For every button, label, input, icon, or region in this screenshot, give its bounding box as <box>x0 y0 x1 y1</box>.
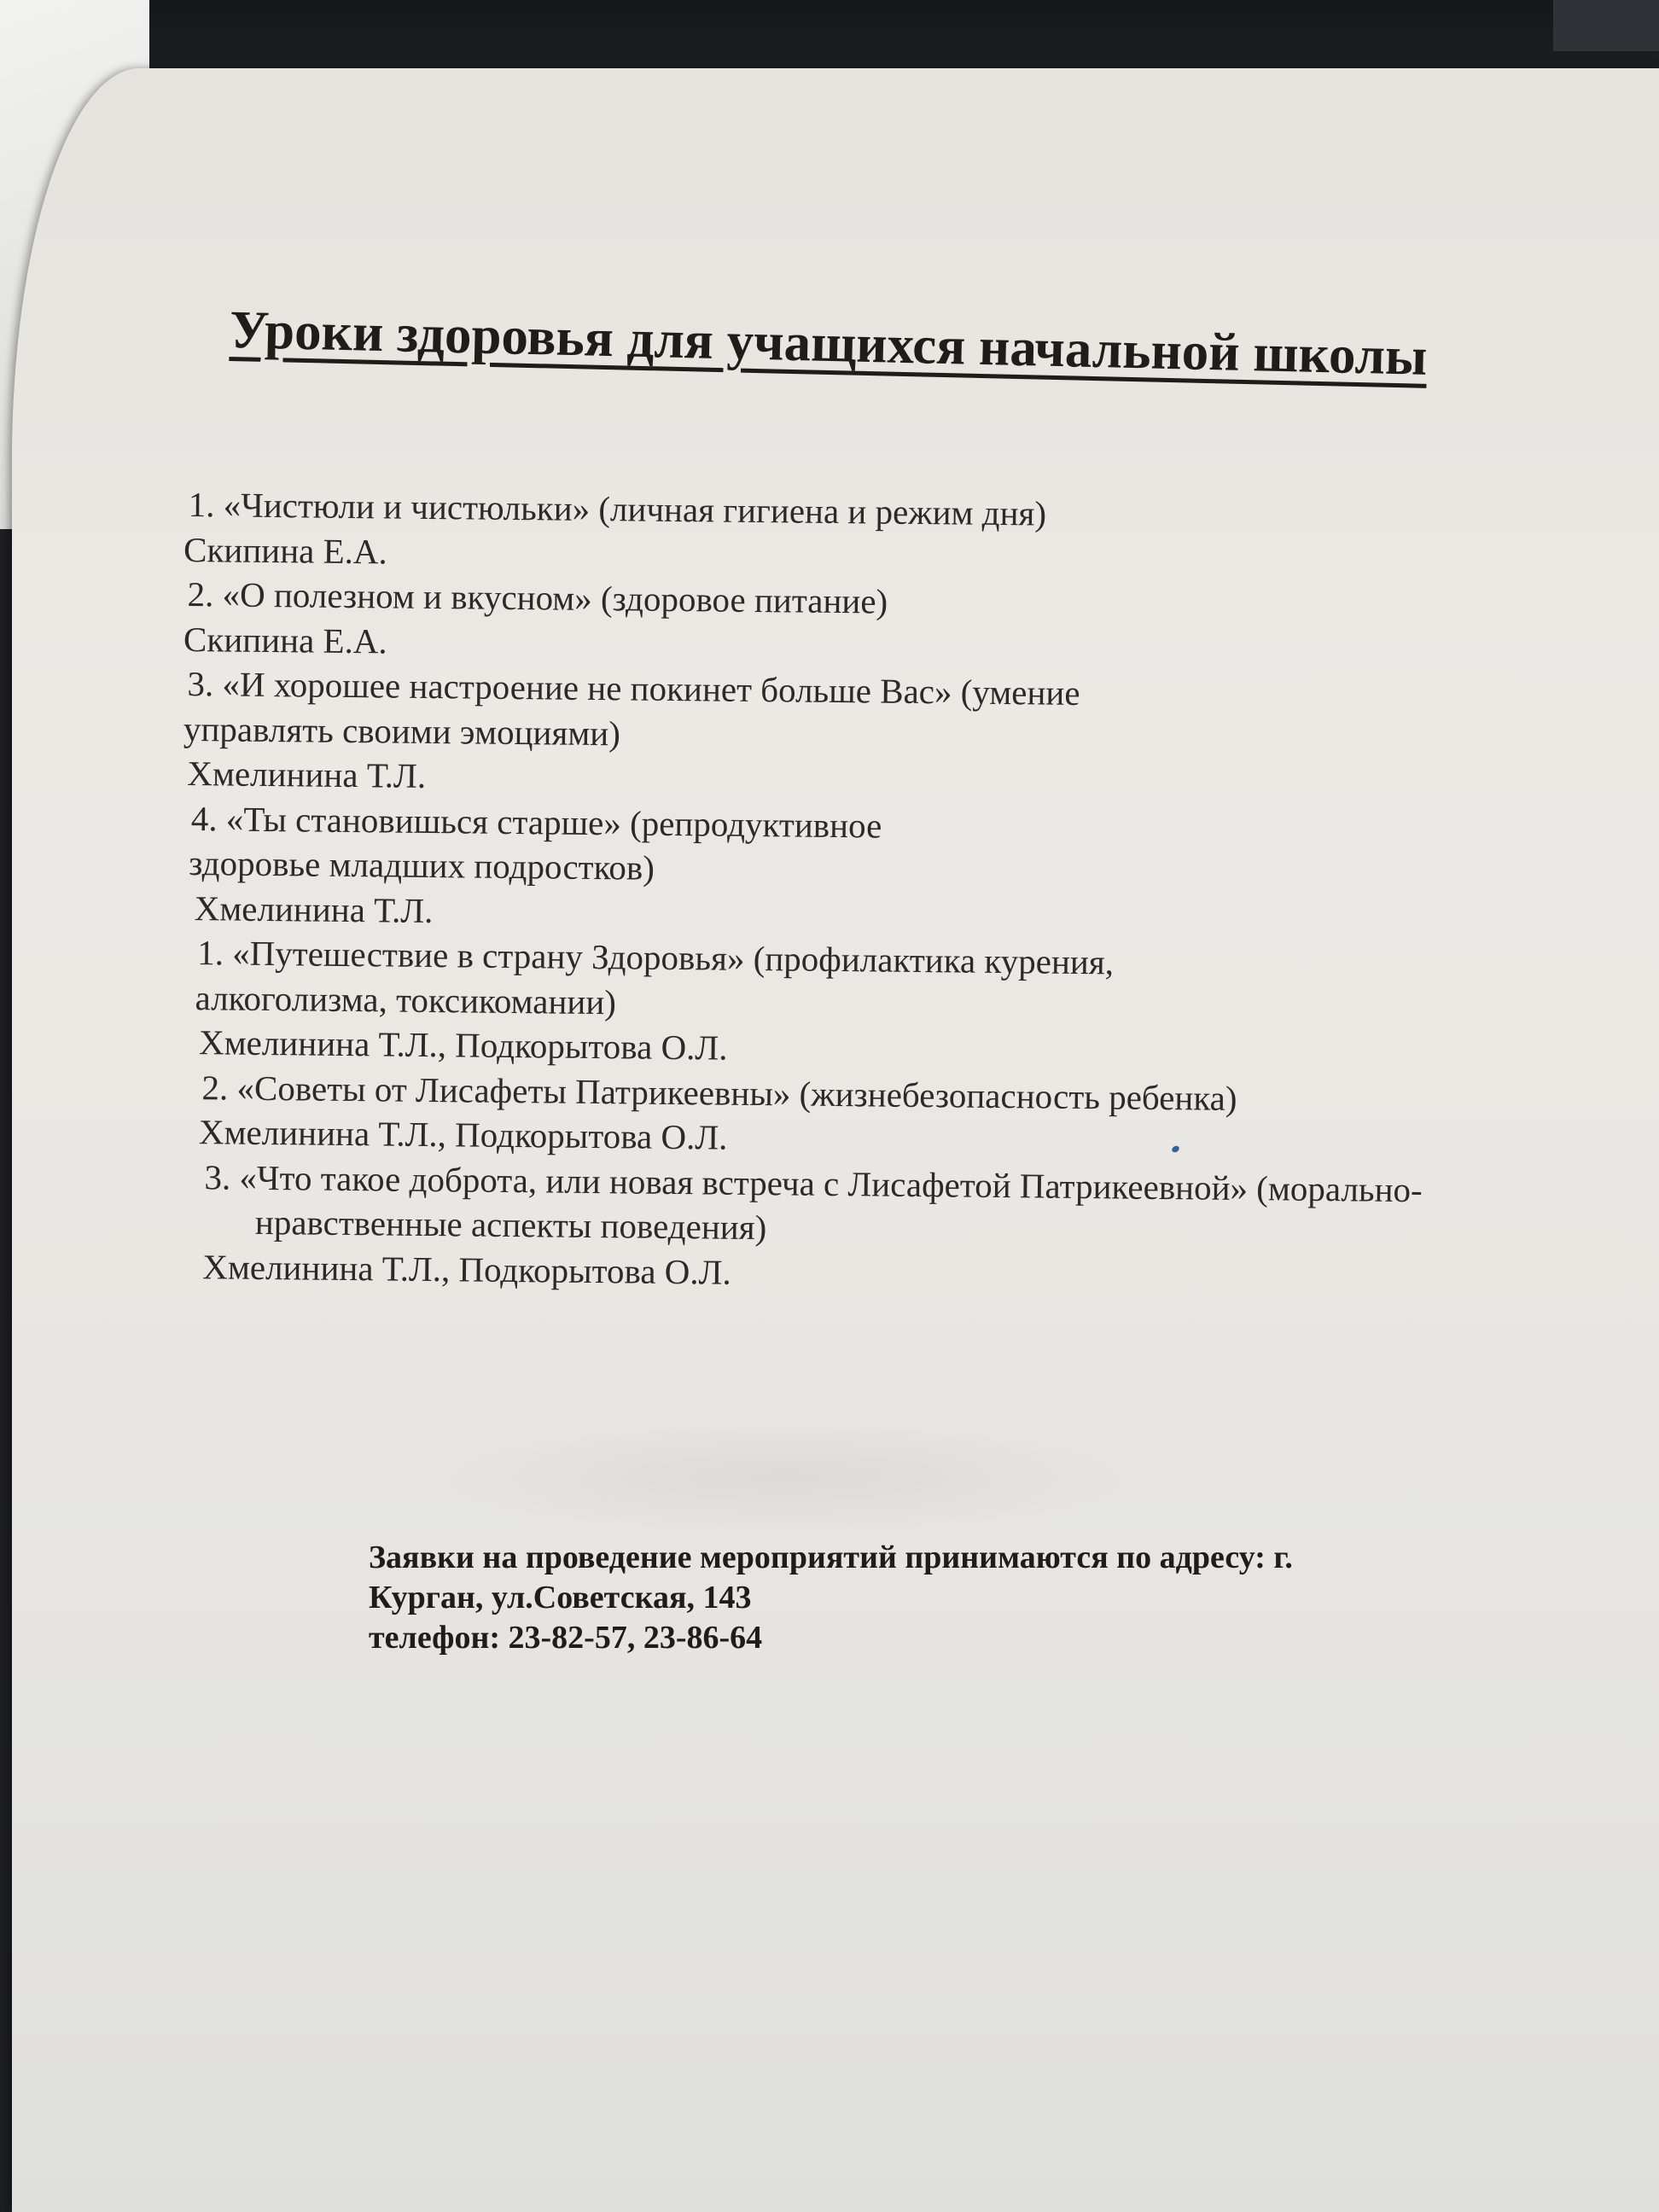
lesson-line: 3. «Что такое доброта, или новая встреча с Лисафетой Патрикеевной» (морально- <box>204 1156 1423 1209</box>
show-through-text <box>401 1417 1169 1536</box>
contact-line: Заявки на проведение мероприятий принимаются по адресу: г. <box>369 1540 1293 1575</box>
lesson-list <box>179 482 1587 1303</box>
lesson-line: здоровье младших подростков) <box>189 843 655 888</box>
contact-line: Курган, ул.Советская, 143 <box>369 1580 752 1615</box>
lesson-line: нравственные аспекты поведения) <box>254 1202 767 1248</box>
lesson-line: управлять своими эмоциями) <box>183 708 621 753</box>
device-edge <box>1553 0 1659 51</box>
document-title: Уроки здоровья для учащихся начальной школы <box>229 299 1429 387</box>
contact-phone: телефон: 23-82-57, 23-86-64 <box>369 1620 763 1656</box>
lesson-line: Хмелинина Т.Л., Подкорытова О.Л. <box>198 1022 728 1068</box>
lesson-line: 4. «Ты становишься старше» (репродуктивное <box>190 798 882 846</box>
lesson-line: 1. «Путешествие в страну Здоровья» (профилактика курения, <box>196 933 1115 982</box>
lesson-line: 2. «О полезном и вкусном» (здоровое питание) <box>187 574 888 621</box>
lesson-line: 3. «И хорошее настроение не покинет больше Вас» (умение <box>187 664 1080 713</box>
lesson-line: Хмелинина Т.Л. <box>187 754 427 795</box>
lesson-line: 2. «Советы от Лисафеты Патрикеевны» (жизнебезопасность ребенка) <box>201 1067 1237 1118</box>
contact-block <box>369 1538 1574 1658</box>
contact-address <box>369 1538 1574 1618</box>
lesson-line: 1. «Чистюли и чистюльки» (личная гигиена и режим дня) <box>188 485 1047 533</box>
lesson-line: Хмелинина Т.Л. <box>194 888 434 930</box>
lesson-line: Хмелинина Т.Л., Подкорытова О.Л. <box>202 1246 731 1292</box>
lesson-line: Скипина Е.А. <box>183 619 387 661</box>
lesson-line: Скипина Е.А. <box>183 529 388 571</box>
lesson-line: алкоголизма, токсикомании) <box>195 977 617 1022</box>
lesson-line: Хмелинина Т.Л., Подкорытова О.Л. <box>198 1112 728 1157</box>
